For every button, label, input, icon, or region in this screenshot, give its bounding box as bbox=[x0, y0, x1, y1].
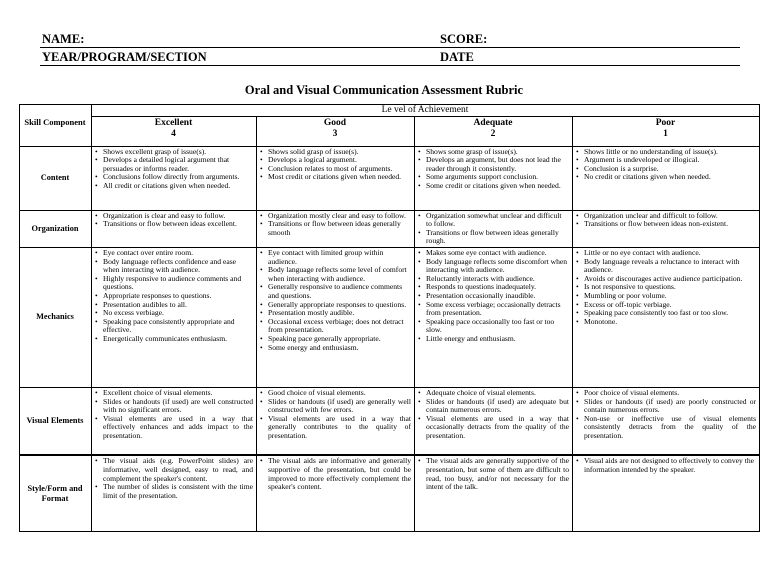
criteria-item: • Shows little or no understanding of issue(s). bbox=[584, 148, 756, 157]
skill-name: Style/Form and Format bbox=[20, 455, 92, 531]
criteria-item: • Organization mostly clear and easy to follow. bbox=[268, 212, 411, 221]
criteria-item: • No excess verbiage. bbox=[103, 309, 253, 318]
criteria-item: • The number of slides is consistent with the time limit of the presentation. bbox=[103, 483, 253, 500]
criteria-item: • Organization somewhat unclear and difficult to follow. bbox=[426, 212, 569, 229]
criteria-cell bbox=[257, 210, 415, 247]
criteria-cell bbox=[573, 146, 760, 210]
criteria-list bbox=[94, 148, 253, 191]
column-label: Good bbox=[323, 117, 347, 128]
criteria-item: • Conclusions follow directly from arguments. bbox=[103, 173, 253, 182]
criteria-item: • Energetically communicates enthusiasm. bbox=[103, 335, 253, 344]
criteria-item: • Reluctantly interacts with audience. bbox=[426, 275, 569, 284]
column-header-poor bbox=[573, 116, 760, 146]
criteria-cell bbox=[415, 146, 573, 210]
criteria-item: • Develops an argument, but does not lead the reader through it consistently. bbox=[426, 156, 569, 173]
criteria-cell bbox=[415, 455, 573, 531]
column-score: 4 bbox=[171, 128, 176, 139]
criteria-cell bbox=[92, 210, 257, 247]
criteria-item: • Visual aids are not designed to effectively to convey the information intended by the speaker. bbox=[584, 457, 756, 474]
criteria-list bbox=[417, 212, 569, 246]
header-rule-top bbox=[40, 47, 740, 48]
criteria-cell bbox=[257, 455, 415, 531]
criteria-item: • Presentation audibles to all. bbox=[103, 301, 253, 310]
criteria-item: • Non-use or ineffective use of visual elements consistently detracts from the quality of the presentation. bbox=[584, 415, 756, 441]
criteria-item: • Little energy and enthusiasm. bbox=[426, 335, 569, 344]
criteria-item: • Transitions or flow between ideas non-existent. bbox=[584, 220, 756, 229]
rubric-row-visual-elements bbox=[20, 387, 760, 455]
criteria-item: • Develops a logical argument. bbox=[268, 156, 411, 165]
criteria-item: • Most credit or citations given when needed. bbox=[268, 173, 411, 182]
column-label: Adequate bbox=[473, 117, 513, 128]
criteria-cell bbox=[415, 387, 573, 455]
criteria-item: • Mumbling or poor volume. bbox=[584, 292, 756, 301]
criteria-item: • Presentation mostly audible. bbox=[268, 309, 411, 318]
criteria-list bbox=[417, 389, 569, 441]
skill-name: Visual Elements bbox=[20, 387, 92, 455]
criteria-item: • Monotone. bbox=[584, 318, 756, 327]
criteria-item: • Shows solid grasp of issue(s). bbox=[268, 148, 411, 157]
criteria-item: • Slides or handouts (if used) are poorly constructed or contain numerous errors. bbox=[584, 398, 756, 415]
criteria-cell bbox=[573, 387, 760, 455]
name-label: NAME: bbox=[42, 32, 85, 46]
criteria-list bbox=[94, 389, 253, 441]
criteria-item: • Slides or handouts (if used) are generally well constructed with few errors. bbox=[268, 398, 411, 415]
level-of-achievement-header: Le vel of Achievement bbox=[92, 105, 760, 117]
criteria-item: • Develops a detailed logical argument that persuades or informs reader. bbox=[103, 156, 253, 173]
criteria-item: • Speaking pace consistently too fast or too slow. bbox=[584, 309, 756, 318]
criteria-item: • Some arguments support conclusion. bbox=[426, 173, 569, 182]
skill-name: Content bbox=[20, 146, 92, 210]
rubric-row-style-form-and-format bbox=[20, 455, 760, 531]
criteria-item: • The visual aids are informative and generally supportive of the presentation, but could be improved to more effectively complement the speaker's content. bbox=[268, 457, 411, 491]
column-header-row bbox=[20, 116, 760, 146]
skill-component-header: Skill Component bbox=[20, 116, 92, 146]
criteria-cell bbox=[415, 210, 573, 247]
criteria-cell bbox=[92, 247, 257, 387]
criteria-item: • Transitions or flow between ideas excellent. bbox=[103, 220, 253, 229]
criteria-item: • Occasional excess verbiage; does not detract from presentation. bbox=[268, 318, 411, 335]
criteria-item: • Little or no eye contact with audience. bbox=[584, 249, 756, 258]
criteria-item: • Adequate choice of visual elements. bbox=[426, 389, 569, 398]
criteria-item: • The visual aids (e.g. PowerPoint slides) are informative, well designed, easy to read, and complement the speaker's content. bbox=[103, 457, 253, 483]
criteria-list bbox=[575, 148, 756, 182]
criteria-list bbox=[94, 457, 253, 500]
criteria-item: • Eye contact over entire room. bbox=[103, 249, 253, 258]
score-label: SCORE: bbox=[440, 32, 488, 46]
criteria-item: • Body language reflects some level of comfort when interacting with audience. bbox=[268, 266, 411, 283]
criteria-list bbox=[259, 148, 411, 182]
column-header-good bbox=[257, 116, 415, 146]
column-score: 1 bbox=[663, 128, 668, 139]
column-header-excellent bbox=[92, 116, 257, 146]
criteria-item: • Some energy and enthusiasm. bbox=[268, 344, 411, 353]
criteria-cell bbox=[92, 455, 257, 531]
criteria-item: • Conclusion is a surprise. bbox=[584, 165, 756, 174]
criteria-cell bbox=[257, 387, 415, 455]
criteria-item: • Some excess verbiage; occasionally detracts from presentation. bbox=[426, 301, 569, 318]
blank-corner-cell bbox=[20, 105, 92, 117]
criteria-cell bbox=[257, 146, 415, 210]
criteria-cell bbox=[257, 247, 415, 387]
criteria-item: • Argument is undeveloped or illogical. bbox=[584, 156, 756, 165]
criteria-list bbox=[259, 212, 411, 238]
rubric-row-content bbox=[20, 146, 760, 210]
criteria-list bbox=[259, 457, 411, 491]
column-label: Excellent bbox=[154, 117, 193, 128]
criteria-item: • Generally appropriate responses to questions. bbox=[268, 301, 411, 310]
criteria-item: • Speaking pace occasionally too fast or too slow. bbox=[426, 318, 569, 335]
criteria-item: • Presentation occasionally inaudible. bbox=[426, 292, 569, 301]
page-title: Oral and Visual Communication Assessment Rubric bbox=[244, 83, 524, 97]
criteria-item: • Excess or off-topic verbiage. bbox=[584, 301, 756, 310]
criteria-cell bbox=[573, 455, 760, 531]
criteria-item: • Some credit or citations given when needed. bbox=[426, 182, 569, 191]
criteria-list bbox=[259, 249, 411, 352]
criteria-item: • Body language reflects confidence and ease when interacting with audience. bbox=[103, 258, 253, 275]
year-program-section-label: YEAR/PROGRAM/SECTION bbox=[42, 50, 207, 64]
header-rule-bottom bbox=[40, 65, 740, 66]
criteria-item: • Speaking pace consistently appropriate and effective. bbox=[103, 318, 253, 335]
criteria-cell bbox=[573, 210, 760, 247]
criteria-item: • Transitions or flow between ideas generally smooth bbox=[268, 220, 411, 237]
column-header-adequate bbox=[415, 116, 573, 146]
criteria-cell bbox=[92, 387, 257, 455]
criteria-item: • Eye contact with limited group within audience. bbox=[268, 249, 411, 266]
criteria-item: • Shows some grasp of issue(s). bbox=[426, 148, 569, 157]
criteria-list bbox=[575, 457, 756, 474]
criteria-item: • Slides or handouts (if used) are adequate but contain numerous errors. bbox=[426, 398, 569, 415]
rubric-row-organization bbox=[20, 210, 760, 247]
column-score: 3 bbox=[332, 128, 338, 139]
date-label: DATE bbox=[440, 50, 474, 64]
column-score: 2 bbox=[490, 128, 496, 139]
column-label: Poor bbox=[655, 117, 676, 128]
criteria-item: • Organization unclear and difficult to follow. bbox=[584, 212, 756, 221]
criteria-item: • Conclusion relates to most of arguments. bbox=[268, 165, 411, 174]
criteria-cell bbox=[415, 247, 573, 387]
criteria-item: • Body language reflects some discomfort when interacting with audience. bbox=[426, 258, 569, 275]
criteria-item: • Makes some eye contact with audience. bbox=[426, 249, 569, 258]
criteria-item: • Organization is clear and easy to follow. bbox=[103, 212, 253, 221]
rubric-row-mechanics bbox=[20, 247, 760, 387]
level-row bbox=[20, 105, 760, 117]
criteria-item: • Body language reveals a reluctance to interact with audience. bbox=[584, 258, 756, 275]
criteria-list bbox=[259, 389, 411, 441]
criteria-item: • Transitions or flow between ideas generally rough. bbox=[426, 229, 569, 246]
criteria-list bbox=[94, 212, 253, 229]
criteria-list bbox=[417, 249, 569, 344]
criteria-item: • Shows excellent grasp of issue(s). bbox=[103, 148, 253, 157]
criteria-list bbox=[575, 212, 756, 229]
criteria-item: • Avoids or discourages active audience participation. bbox=[584, 275, 756, 284]
criteria-item: • Excellent choice of visual elements. bbox=[103, 389, 253, 398]
criteria-item: • Visual elements are used in a way that effectively enhances and adds impact to the presentation. bbox=[103, 415, 253, 441]
criteria-item: • Appropriate responses to questions. bbox=[103, 292, 253, 301]
criteria-item: • All credit or citations given when needed. bbox=[103, 182, 253, 191]
criteria-item: • Good choice of visual elements. bbox=[268, 389, 411, 398]
criteria-list bbox=[575, 389, 756, 441]
criteria-item: • Slides or handouts (if used) are well constructed with no significant errors. bbox=[103, 398, 253, 415]
criteria-list bbox=[94, 249, 253, 344]
criteria-item: • Highly responsive to audience comments and questions. bbox=[103, 275, 253, 292]
criteria-item: • No credit or citations given when needed. bbox=[584, 173, 756, 182]
criteria-list bbox=[575, 249, 756, 326]
criteria-item: • Responds to questions inadequately. bbox=[426, 283, 569, 292]
criteria-list bbox=[417, 148, 569, 191]
criteria-cell bbox=[92, 146, 257, 210]
criteria-item: • Speaking pace generally appropriate. bbox=[268, 335, 411, 344]
skill-name: Organization bbox=[20, 210, 92, 247]
criteria-cell bbox=[573, 247, 760, 387]
criteria-item: • Generally responsive to audience comments and questions. bbox=[268, 283, 411, 300]
criteria-item: • Visual elements are used in a way that occasionally detracts from the quality of the presentation. bbox=[426, 415, 569, 441]
criteria-list bbox=[417, 457, 569, 491]
rubric-body bbox=[20, 146, 760, 531]
skill-name: Mechanics bbox=[20, 247, 92, 387]
criteria-item: • Poor choice of visual elements. bbox=[584, 389, 756, 398]
criteria-item: • Is not responsive to questions. bbox=[584, 283, 756, 292]
criteria-item: • The visual aids are generally supportive of the presentation, but some of them are difficult to read, too busy, and/or not necessary for the intent of the talk. bbox=[426, 457, 569, 491]
rubric-table bbox=[19, 104, 760, 532]
criteria-item: • Visual elements are used in a way that generally contributes to the quality of presentation. bbox=[268, 415, 411, 441]
